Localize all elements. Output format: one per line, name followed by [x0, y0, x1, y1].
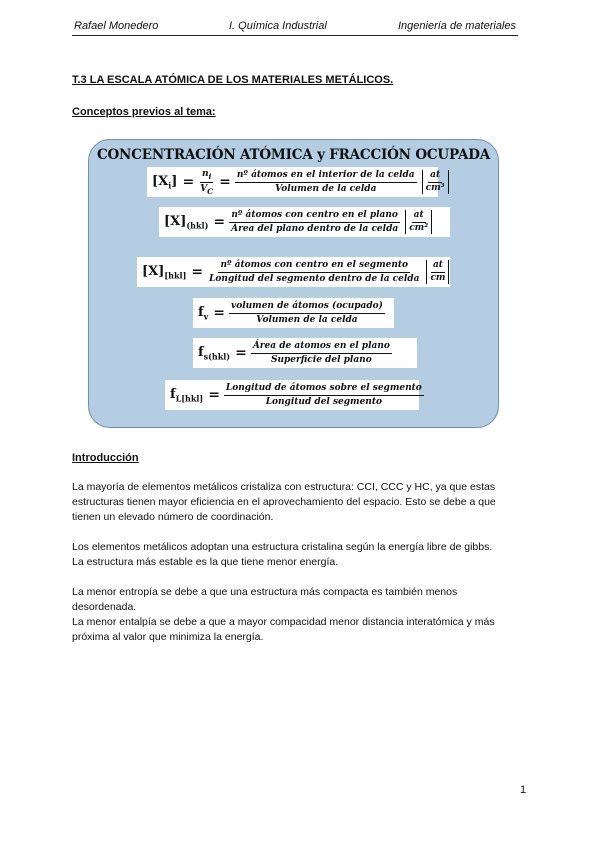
- page-number: 1: [520, 784, 527, 796]
- unit-bracket: [426, 260, 449, 284]
- header-course: I. Química Industrial: [229, 20, 327, 32]
- pre-fraction: [198, 168, 215, 197]
- header-subject: Ingeniería de materiales: [397, 20, 516, 32]
- intro-paragraph-3-line-2: La menor entalpía se debe a que a mayor compacidad menor distancia interatómica y más próxima al valor que minimiza la energía.: [72, 616, 495, 643]
- numerator: Longitud de átomos sobre el segmento: [224, 383, 424, 396]
- equals-sign: =: [213, 214, 226, 230]
- formula-lhs: [X: [152, 173, 169, 189]
- equals-sign: =: [213, 305, 225, 321]
- equals-sign: =: [235, 345, 247, 361]
- unit-numerator: at: [412, 210, 426, 223]
- unit-bracket: [405, 210, 432, 234]
- equals-sign: =: [219, 174, 231, 190]
- pre-denominator: V: [200, 183, 208, 194]
- denominator: Longitud del segmento dentro de la celda: [209, 273, 420, 284]
- document-title: T.3 LA ESCALA ATÓMICA DE LOS MATERIALES METÁLICOS.: [72, 74, 394, 86]
- intro-paragraph-3: [72, 585, 522, 645]
- fraction: [229, 301, 385, 326]
- fraction: [224, 383, 424, 408]
- denominator: Área del plano dentro de la celda: [231, 223, 399, 234]
- formula-lhs: [X]: [164, 213, 187, 229]
- page-header: [72, 19, 518, 36]
- formula-lhs-sub: (hkl): [186, 220, 209, 231]
- equals-sign: =: [191, 264, 204, 280]
- denominator: Longitud del segmento: [265, 396, 383, 407]
- unit-denominator: cm: [430, 273, 446, 283]
- fraction: [251, 341, 392, 366]
- formula-lhs-close: ]: [171, 173, 178, 189]
- unit-numerator: at: [431, 260, 445, 273]
- denominator: Volumen de la celda: [275, 183, 377, 194]
- unit-denominator: cm³: [425, 183, 445, 193]
- intro-paragraph-2-line-2: La estructura más estable es la que tiene menor energía.: [72, 556, 339, 568]
- formula-surface-fraction: [193, 338, 417, 368]
- intro-paragraph-2: [72, 540, 522, 570]
- formula-concentration-plane: [159, 207, 450, 237]
- denominator: Superficie del plano: [270, 354, 372, 365]
- unit-denominator: cm²: [409, 223, 429, 233]
- formula-lhs: f: [170, 386, 176, 402]
- formula-box-title: CONCENTRACIÓN ATÓMICA y FRACCIÓN OCUPADA: [96, 147, 491, 163]
- fraction: [207, 260, 421, 285]
- formula-lhs-sub: [hkl]: [164, 270, 187, 281]
- formula-lhs-sub: L[hkl]: [175, 393, 204, 404]
- unit-bracket: [422, 170, 449, 194]
- pre-numerator-sub: i: [208, 171, 212, 181]
- intro-paragraph-3-line-1: La menor entropía se debe a que una estructura más compacta es también menos desordenada.: [72, 586, 458, 613]
- formula-concentration-volume: [147, 167, 445, 197]
- header-author: Rafael Monedero: [74, 20, 159, 32]
- formula-box: [88, 139, 499, 428]
- formula-lhs: [X]: [142, 263, 165, 279]
- formula-lhs-sub: s(hkl): [203, 351, 231, 362]
- formula-concentration-segment: [137, 257, 450, 287]
- formula-linear-fraction: [165, 380, 422, 410]
- intro-paragraph-2-line-1: Los elementos metálicos adoptan una estructura cristalina según la energía libre de gibbs.: [72, 541, 493, 553]
- numerator: nº átomos en el interior de la celda: [235, 170, 417, 183]
- fraction: [235, 170, 417, 195]
- formula-lhs-sub: i: [168, 180, 172, 191]
- formula-lhs-sub: v: [203, 311, 209, 322]
- unit-numerator: at: [428, 170, 442, 183]
- fraction: [229, 210, 400, 235]
- numerator: volumen de átomos (ocupado): [229, 301, 385, 314]
- intro-paragraph-1: La mayoría de elementos metálicos cristaliza con estructura: CCI, CCC y HC, ya que estas estructuras tienen mayor eficiencia en el aprovechamiento del espacio. Esto se debe a que tienen un elevado número de coordinación.: [72, 481, 496, 523]
- formula-volume-fraction: [193, 298, 394, 328]
- section-subtitle: Conceptos previos al tema:: [72, 106, 216, 118]
- numerator: nº átomos con centro en el plano: [229, 210, 400, 223]
- numerator: nº átomos con centro en el segmento: [218, 260, 410, 273]
- denominator: Volumen de la celda: [256, 314, 358, 325]
- equals-sign: =: [182, 174, 195, 190]
- formula-lhs: f: [198, 344, 204, 360]
- pre-numerator: n: [201, 168, 209, 179]
- formula-lhs: f: [198, 304, 204, 320]
- numerator: Área de atomos en el plano: [251, 341, 392, 354]
- pre-denominator-sub: C: [207, 186, 214, 196]
- intro-heading: Introducción: [72, 452, 139, 464]
- equals-sign: =: [208, 387, 220, 403]
